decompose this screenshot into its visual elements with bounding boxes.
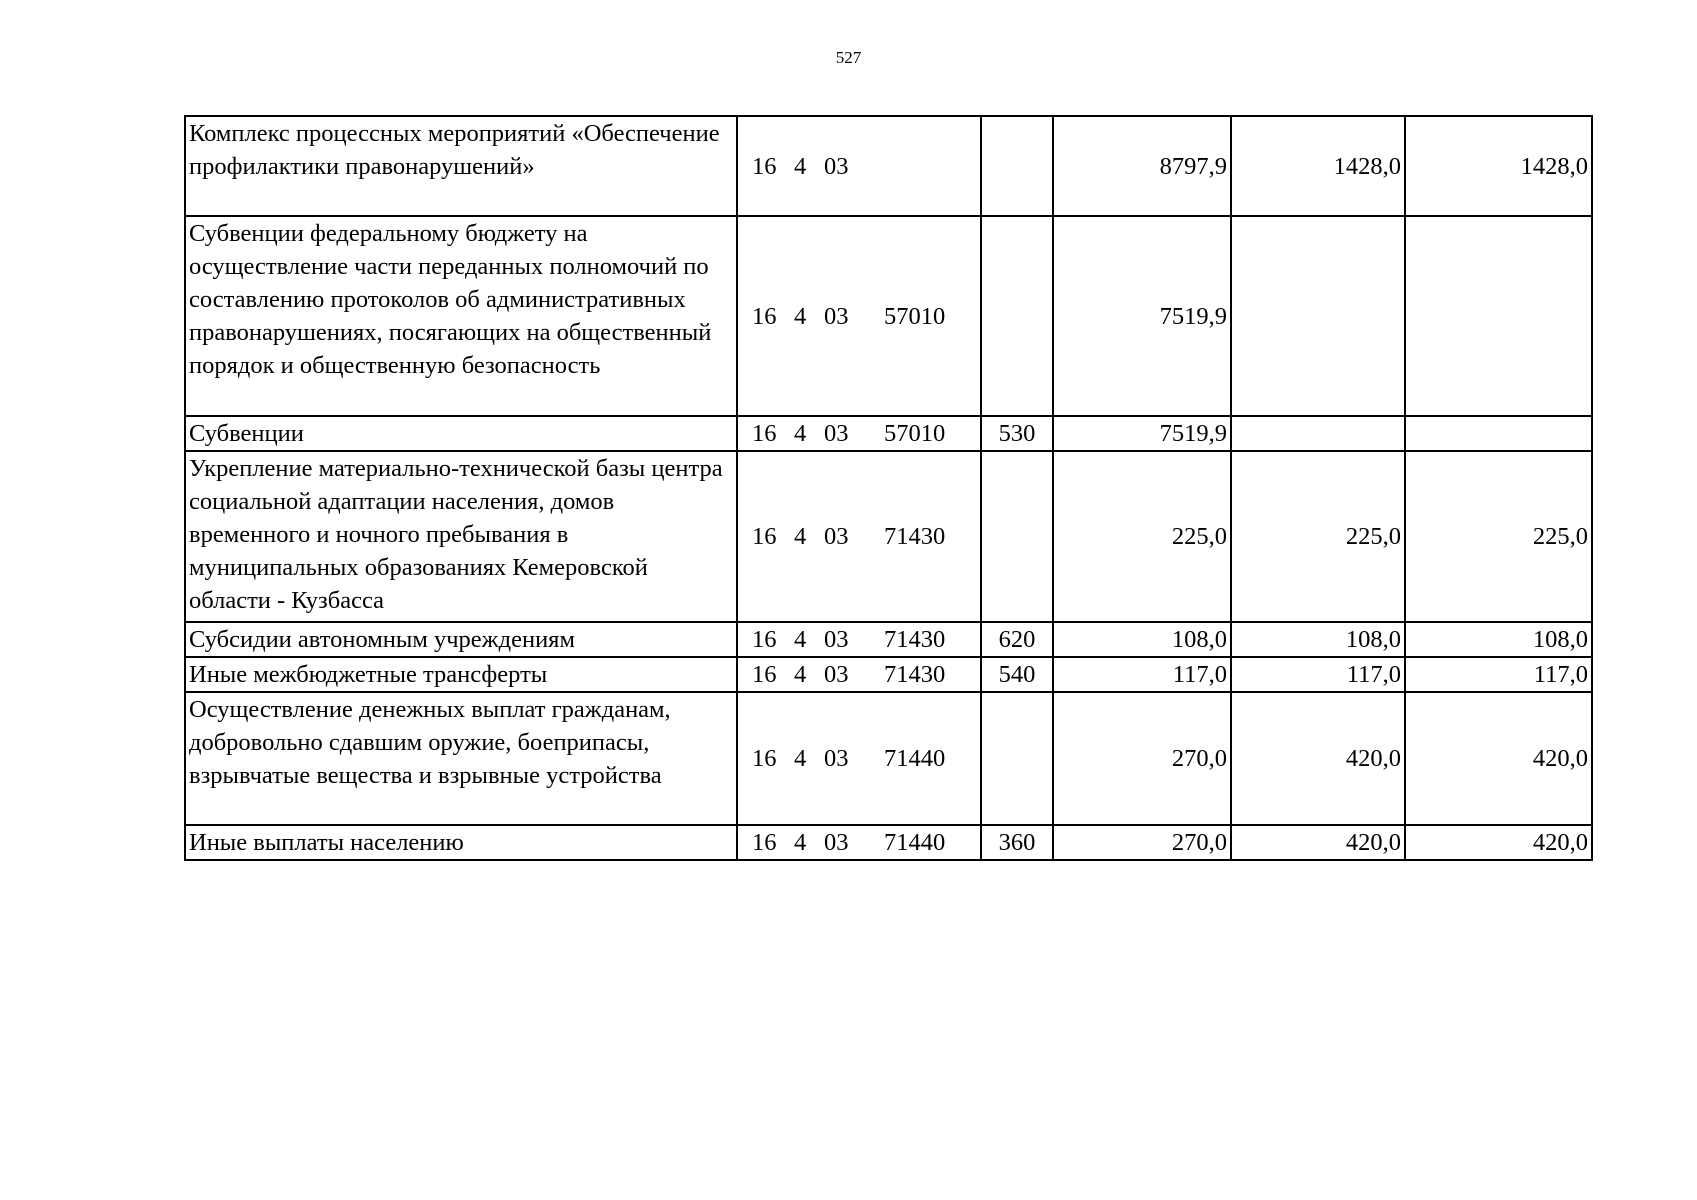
expense-type: 530 xyxy=(981,416,1053,451)
code-complex: 03 xyxy=(824,829,849,856)
code-complex: 03 xyxy=(824,626,849,653)
row-name: Осуществление денежных выплат гражданам, добровольно сдавшим оружие, боеприпасы, взрывчатые вещества и взрывные устройства xyxy=(185,692,737,825)
amount-year-1: 117,0 xyxy=(1053,657,1231,692)
code-type: 4 xyxy=(794,302,807,330)
amount-year-1: 7519,9 xyxy=(1053,416,1231,451)
amount-year-3: 1428,0 xyxy=(1405,116,1592,216)
target-code xyxy=(737,692,981,825)
code-direction: 71430 xyxy=(884,626,946,653)
code-program: 16 xyxy=(752,523,777,550)
code-direction: 71440 xyxy=(884,745,946,772)
code-type: 4 xyxy=(794,745,807,772)
row-name: Комплекс процессных мероприятий «Обеспечение профилактики правонарушений» xyxy=(185,116,737,216)
amount-year-3 xyxy=(1405,416,1592,451)
amount-year-2: 225,0 xyxy=(1231,451,1405,622)
amount-year-2 xyxy=(1231,416,1405,451)
row-name: Иные межбюджетные трансферты xyxy=(185,657,737,692)
row-name: Субвенции xyxy=(185,416,737,451)
code-direction: 71430 xyxy=(884,661,946,688)
code-program: 16 xyxy=(752,745,777,772)
code-type: 4 xyxy=(794,523,807,550)
expense-type xyxy=(981,692,1053,825)
code-type: 4 xyxy=(794,152,807,180)
code-complex: 03 xyxy=(824,745,849,772)
row-name: Субсидии автономным учреждениям xyxy=(185,622,737,657)
code-program: 16 xyxy=(752,302,777,330)
amount-year-2: 420,0 xyxy=(1231,825,1405,860)
amount-year-1: 225,0 xyxy=(1053,451,1231,622)
expense-type: 360 xyxy=(981,825,1053,860)
amount-year-2: 117,0 xyxy=(1231,657,1405,692)
row-name: Субвенции федеральному бюджету на осуществление части переданных полномочий по составлению протоколов об административных правонарушениях, посягающих на общественный порядок и общественную безопасность xyxy=(185,216,737,416)
target-code xyxy=(737,657,981,692)
code-program: 16 xyxy=(752,152,777,180)
table-row xyxy=(185,451,1592,622)
target-code xyxy=(737,116,981,216)
amount-year-2 xyxy=(1231,216,1405,416)
amount-year-2: 1428,0 xyxy=(1231,116,1405,216)
expense-type: 620 xyxy=(981,622,1053,657)
code-direction: 71430 xyxy=(884,523,946,550)
code-complex: 03 xyxy=(824,302,849,330)
target-code xyxy=(737,825,981,860)
amount-year-1: 108,0 xyxy=(1053,622,1231,657)
page-number: 527 xyxy=(835,48,862,67)
amount-year-2: 420,0 xyxy=(1231,692,1405,825)
code-complex: 03 xyxy=(824,523,849,550)
code-complex: 03 xyxy=(824,420,849,447)
amount-year-3: 117,0 xyxy=(1405,657,1592,692)
amount-year-3: 225,0 xyxy=(1405,451,1592,622)
table-row xyxy=(185,622,1592,657)
table-row xyxy=(185,216,1592,416)
target-code xyxy=(737,416,981,451)
target-code xyxy=(737,622,981,657)
code-type: 4 xyxy=(794,420,807,447)
code-direction: 57010 xyxy=(884,302,946,330)
amount-year-3 xyxy=(1405,216,1592,416)
code-complex: 03 xyxy=(824,661,849,688)
amount-year-2: 108,0 xyxy=(1231,622,1405,657)
expense-type: 540 xyxy=(981,657,1053,692)
expense-type xyxy=(981,116,1053,216)
amount-year-1: 270,0 xyxy=(1053,825,1231,860)
table-row xyxy=(185,416,1592,451)
row-name: Иные выплаты населению xyxy=(185,825,737,860)
table-row xyxy=(185,692,1592,825)
code-direction: 57010 xyxy=(884,420,946,447)
code-program: 16 xyxy=(752,420,777,447)
code-program: 16 xyxy=(752,661,777,688)
target-code xyxy=(737,216,981,416)
expense-type xyxy=(981,216,1053,416)
code-type: 4 xyxy=(794,661,807,688)
amount-year-3: 420,0 xyxy=(1405,825,1592,860)
budget-table xyxy=(184,115,1593,861)
code-type: 4 xyxy=(794,829,807,856)
table-row xyxy=(185,825,1592,860)
code-program: 16 xyxy=(752,829,777,856)
amount-year-1: 270,0 xyxy=(1053,692,1231,825)
expense-type xyxy=(981,451,1053,622)
code-complex: 03 xyxy=(824,152,849,180)
amount-year-3: 108,0 xyxy=(1405,622,1592,657)
code-program: 16 xyxy=(752,626,777,653)
amount-year-1: 7519,9 xyxy=(1053,216,1231,416)
row-name: Укрепление материально-технической базы центра социальной адаптации населения, домов временного и ночного пребывания в муниципальных образованиях Кемеровской области - Кузбасса xyxy=(185,451,737,622)
amount-year-1: 8797,9 xyxy=(1053,116,1231,216)
table-row xyxy=(185,657,1592,692)
code-direction: 71440 xyxy=(884,829,946,856)
target-code xyxy=(737,451,981,622)
code-type: 4 xyxy=(794,626,807,653)
amount-year-3: 420,0 xyxy=(1405,692,1592,825)
table-row xyxy=(185,116,1592,216)
